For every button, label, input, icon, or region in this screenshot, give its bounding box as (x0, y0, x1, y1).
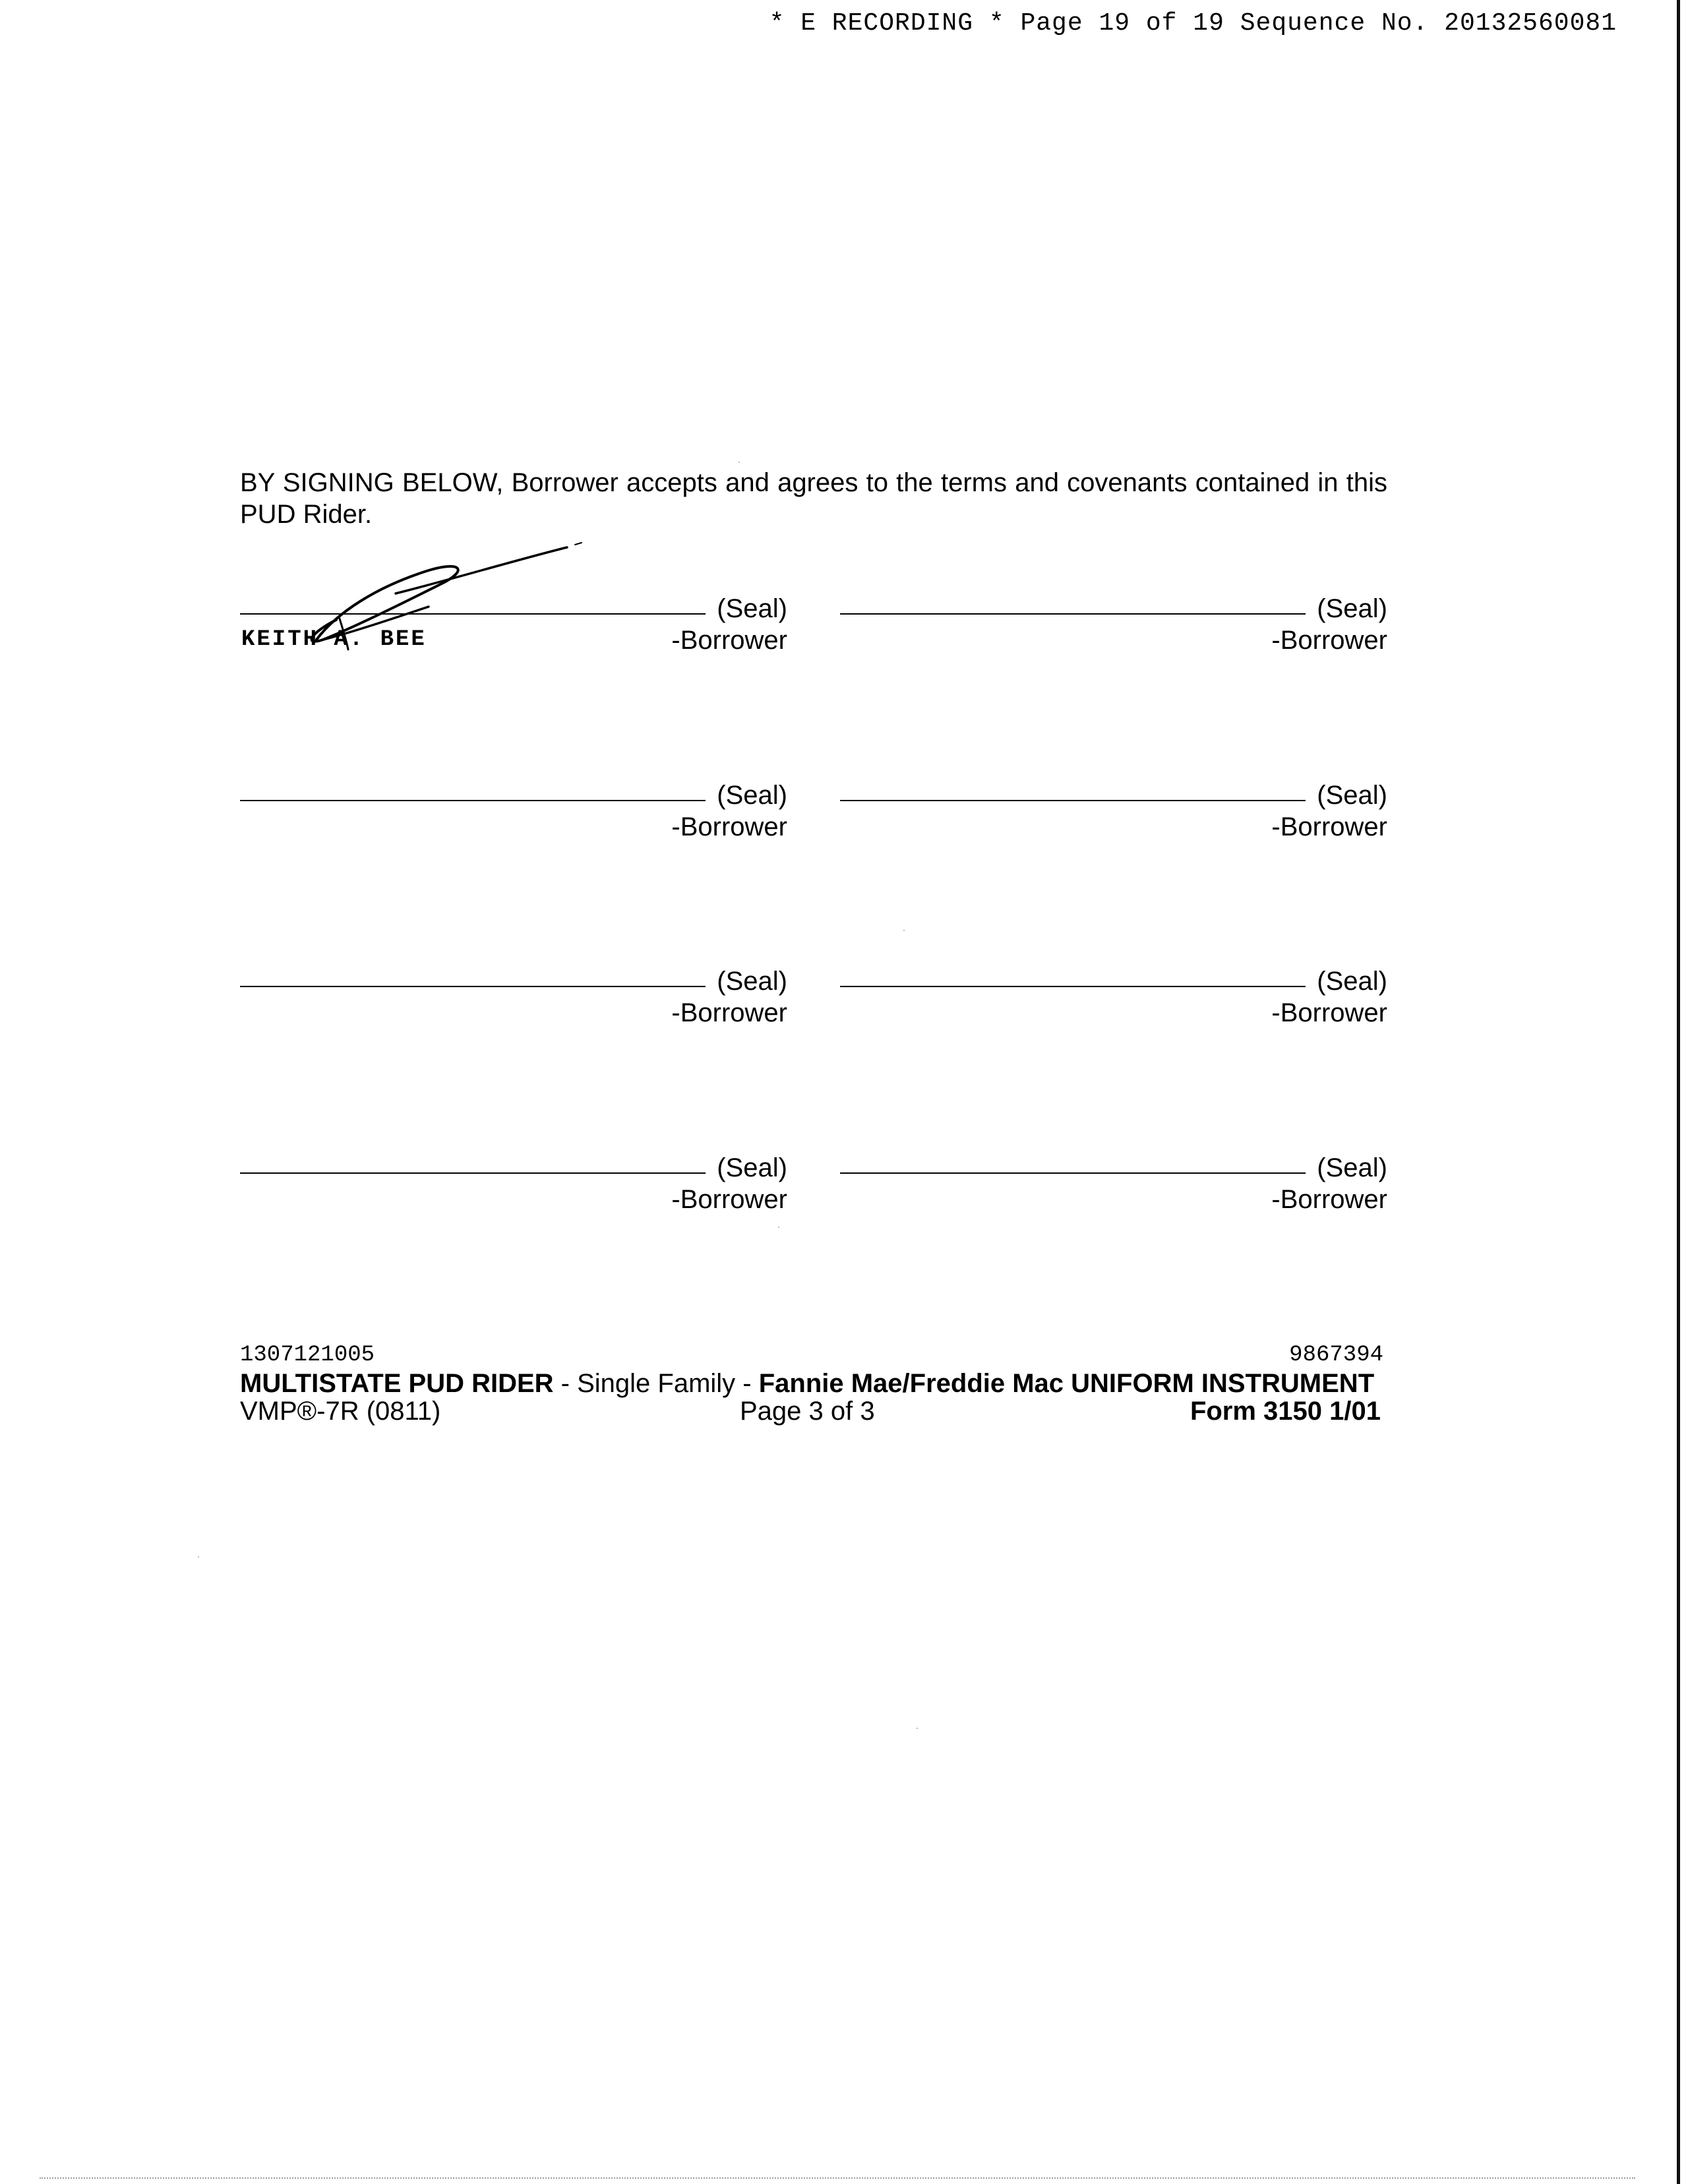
seal-label: (Seal) (1317, 967, 1387, 996)
signature-block-2 (840, 593, 1387, 653)
reference-number: 9867394 (1289, 1343, 1383, 1368)
scan-speck (917, 1728, 918, 1729)
scan-bottom-artifact (40, 2177, 1635, 2180)
borrower-label: -Borrower (1271, 1185, 1387, 1214)
form-title (240, 1369, 1374, 1398)
signature-line (840, 613, 1306, 615)
signer-name: KEITH A. BEE (241, 627, 427, 652)
signature-line (240, 986, 706, 987)
form-number: Form 3150 1/01 (1190, 1397, 1381, 1426)
signature-block-7 (240, 1153, 787, 1212)
loan-number: 1307121005 (240, 1343, 375, 1368)
signature-line (840, 1172, 1306, 1174)
seal-label: (Seal) (717, 967, 787, 996)
signature-line (840, 986, 1306, 987)
signature-block-6 (840, 966, 1387, 1025)
scan-speck (198, 1556, 199, 1558)
seal-label: (Seal) (1317, 594, 1387, 623)
scan-speck (903, 930, 905, 931)
seal-label: (Seal) (717, 594, 787, 623)
borrower-label: -Borrower (1271, 626, 1387, 655)
form-title-middle: - Single Family - (553, 1369, 759, 1398)
recording-header: * E RECORDING * Page 19 of 19 Sequence No. 20132560081 (769, 9, 1617, 38)
signature-block-8 (840, 1153, 1387, 1212)
form-code: VMP®-7R (0811) (240, 1397, 441, 1426)
handwritten-signature (277, 541, 587, 653)
borrower-label: -Borrower (671, 626, 787, 655)
borrower-label: -Borrower (1271, 812, 1387, 841)
signature-line (240, 1172, 706, 1174)
borrower-label: -Borrower (671, 812, 787, 841)
form-title-instrument: Fannie Mae/Freddie Mac UNIFORM INSTRUMENT (758, 1369, 1375, 1398)
signing-statement: BY SIGNING BELOW, Borrower accepts and agrees to the terms and covenants contained in this PUD Rider. (240, 468, 1387, 529)
signature-block-3 (240, 780, 787, 839)
scan-speck (738, 462, 740, 463)
borrower-label: -Borrower (671, 998, 787, 1027)
scan-speck (778, 1227, 779, 1228)
page-indicator: Page 3 of 3 (740, 1397, 875, 1426)
signature-block-5 (240, 966, 787, 1025)
seal-label: (Seal) (1317, 781, 1387, 810)
signature-block-4 (840, 780, 1387, 839)
borrower-label: -Borrower (671, 1185, 787, 1214)
signature-line (840, 800, 1306, 801)
scan-edge-border (1677, 0, 1680, 2184)
seal-label: (Seal) (1317, 1153, 1387, 1182)
seal-label: (Seal) (717, 781, 787, 810)
form-title-main: MULTISTATE PUD RIDER (240, 1369, 554, 1398)
seal-label: (Seal) (717, 1153, 787, 1182)
borrower-label: -Borrower (1271, 998, 1387, 1027)
signature-line (240, 800, 706, 801)
